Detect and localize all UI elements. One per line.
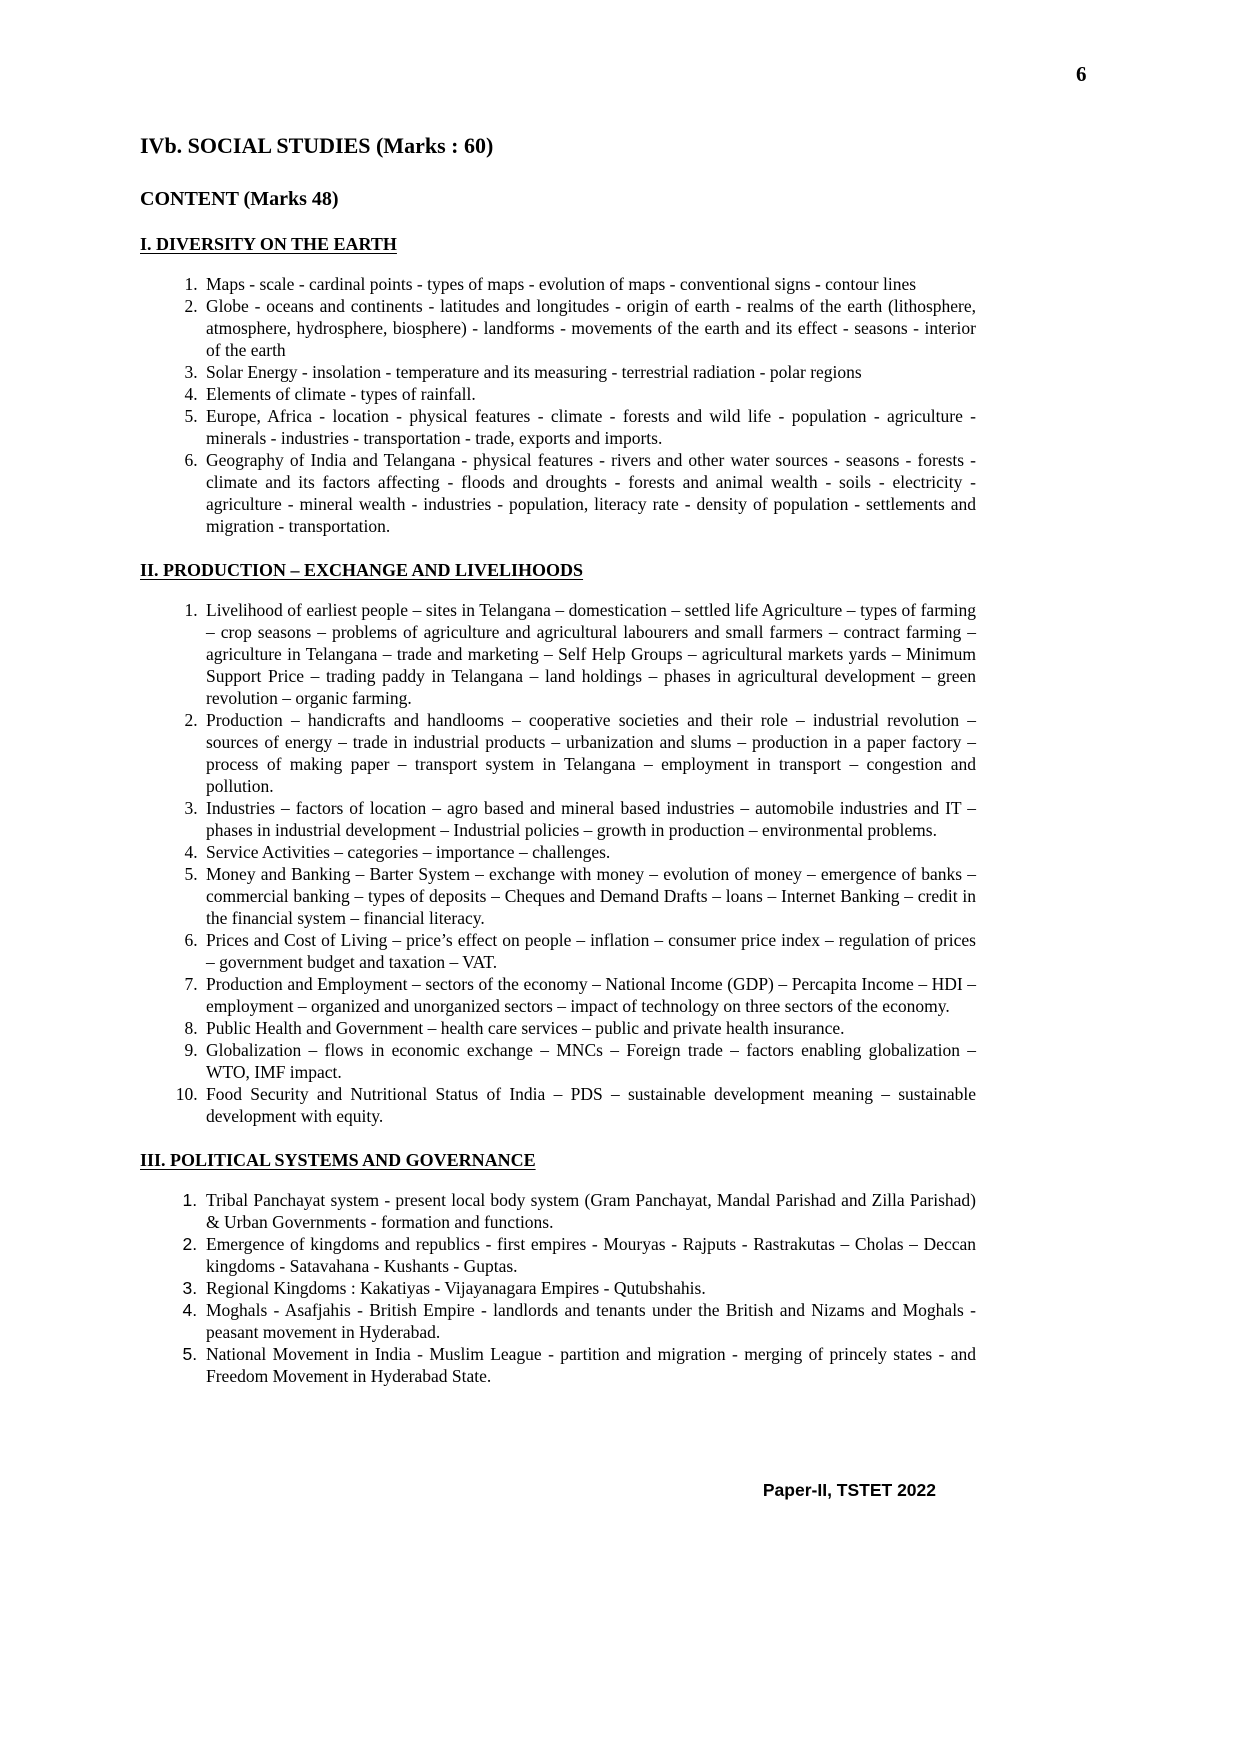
list-item: 5. Europe, Africa - location - physical features - climate - forests and wild life - population - agriculture - minerals - industries - transportation - trade, exports and imports.	[202, 405, 976, 449]
list-item: 2. Globe - oceans and continents - latitudes and longitudes - origin of earth - realms of the earth (lithosphere, atmosphere, hydrosphere, biosphere) - landforms - movements of the earth and its effect - seasons - interior of the earth	[202, 295, 976, 361]
section-political-systems-governance	[140, 1149, 976, 1387]
list-item: 2. Emergence of kingdoms and republics - first empires - Mouryas - Rajputs - Rastrakutas – Cholas – Deccan kingdoms - Satavahana - Kushants - Guptas.	[202, 1233, 976, 1277]
section-heading-production: II. PRODUCTION – EXCHANGE AND LIVELIHOODS	[140, 560, 584, 580]
list-item: 6. Geography of India and Telangana - physical features - rivers and other water sources - seasons - forests - climate and its factors affecting - floods and droughts - forests and animal wealth - soils - electricity - agriculture - mineral wealth - industries - population, literacy rate - density of population - settlements and migration - transportation.	[202, 449, 976, 537]
section-heading-political: III. POLITICAL SYSTEMS AND GOVERNANCE	[140, 1150, 536, 1170]
list-item: 5. Money and Banking – Barter System – exchange with money – evolution of money – emergence of banks – commercial banking – types of deposits – Cheques and Demand Drafts – loans – Internet Banking – credit in the financial system – financial literacy.	[202, 863, 976, 929]
section-heading-diversity: I. DIVERSITY ON THE EARTH	[140, 234, 397, 254]
list-item: 3. Industries – factors of location – agro based and mineral based industries – automobile industries and IT – phases in industrial development – Industrial policies – growth in production – environmental problems.	[202, 797, 976, 841]
list-item: 3. Solar Energy - insolation - temperature and its measuring - terrestrial radiation - polar regions	[202, 361, 976, 383]
section-list-production	[140, 599, 976, 1127]
list-item: 7. Production and Employment – sectors of the economy – National Income (GDP) – Percapita Income – HDI – employment – organized and unorganized sectors – impact of technology on three sectors of the economy.	[202, 973, 976, 1017]
list-item: 2. Production – handicrafts and handlooms – cooperative societies and their role – industrial revolution – sources of energy – trade in industrial products – urbanization and slums – production in a paper factory – process of making paper – transport system in Telangana – employment in transport – congestion and pollution.	[202, 709, 976, 797]
footer-label: Paper-II, TSTET 2022	[762, 1480, 936, 1500]
list-item: 10. Food Security and Nutritional Status of India – PDS – sustainable development meaning – sustainable development with equity.	[202, 1083, 976, 1127]
list-item: 9. Globalization – flows in economic exchange – MNCs – Foreign trade – factors enabling globalization – WTO, IMF impact.	[202, 1039, 976, 1083]
page-title: IVb. SOCIAL STUDIES (Marks : 60)	[140, 133, 494, 158]
list-item: 4. Service Activities – categories – importance – challenges.	[202, 841, 976, 863]
list-item: 8. Public Health and Government – health care services – public and private health insurance.	[202, 1017, 976, 1039]
content-marks-heading: CONTENT (Marks 48)	[140, 188, 339, 210]
list-item: 6. Prices and Cost of Living – price’s effect on people – inflation – consumer price index – regulation of prices – government budget and taxation – VAT.	[202, 929, 976, 973]
section-diversity-on-the-earth	[140, 233, 976, 537]
page-content	[140, 125, 976, 1387]
list-item: 1. Maps - scale - cardinal points - types of maps - evolution of maps - conventional signs - contour lines	[202, 273, 976, 295]
list-item: 4. Elements of climate - types of rainfall.	[202, 383, 976, 405]
list-item: 4. Moghals - Asafjahis - British Empire - landlords and tenants under the British and Nizams and Moghals - peasant movement in Hyderabad.	[202, 1299, 976, 1343]
section-list-political	[140, 1189, 976, 1387]
section-production-exchange-livelihoods	[140, 559, 976, 1127]
section-list-diversity	[140, 273, 976, 537]
list-item: 5. National Movement in India - Muslim League - partition and migration - merging of princely states - and Freedom Movement in Hyderabad State.	[202, 1343, 976, 1387]
list-item: 3. Regional Kingdoms : Kakatiyas - Vijayanagara Empires - Qutubshahis.	[202, 1277, 976, 1299]
list-item: 1. Livelihood of earliest people – sites in Telangana – domestication – settled life Agriculture – types of farming – crop seasons – problems of agriculture and agricultural labourers and small farmers – contract farming – agriculture in Telangana – trade and marketing – Self Help Groups – agricultural markets yards – Minimum Support Price – trading paddy in Telangana – land holdings – phases in agricultural development – green revolution – organic farming.	[202, 599, 976, 709]
page-number: 6	[1076, 62, 1087, 86]
list-item: 1. Tribal Panchayat system - present local body system (Gram Panchayat, Mandal Parishad and Zilla Parishad) & Urban Governments - formation and functions.	[202, 1189, 976, 1233]
